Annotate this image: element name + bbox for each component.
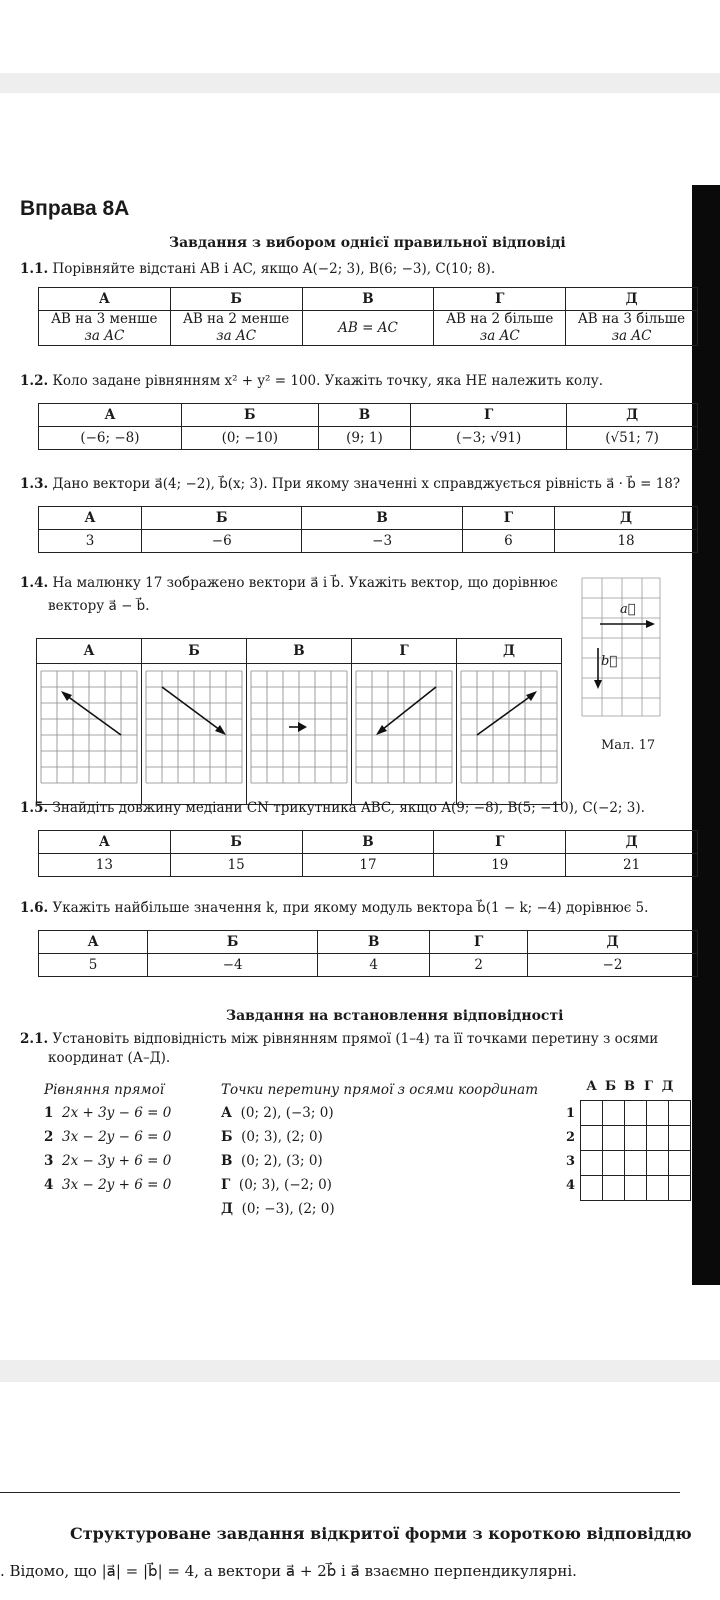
answer-table-1-5 (38, 830, 698, 877)
answer-cell: 13 (39, 854, 171, 877)
q-text: Установіть відповідність між рівнянням прямої (1–4) та її точками перетину з осями (52, 1031, 659, 1047)
figure-caption: Мал. 17 (601, 738, 656, 753)
matching-answer-grid (580, 1100, 691, 1201)
match-cell[interactable] (647, 1101, 669, 1126)
figure-17 (580, 576, 662, 718)
col-header: В (318, 931, 430, 954)
points-item: Г (0; 3), (−2; 0) (221, 1177, 332, 1193)
q-num: 1.3. (20, 476, 49, 492)
col-header: Д (457, 639, 562, 664)
answer-cell: 5 (39, 954, 148, 977)
col-header: Б (170, 831, 302, 854)
question-1-4-line2: вектору a⃗ − b⃗. (48, 598, 150, 614)
answer-cell: 21 (566, 854, 698, 877)
col-header: Б (181, 404, 318, 427)
col-header: Г (434, 288, 566, 311)
points-item: В (0; 2), (3; 0) (221, 1153, 323, 1169)
match-cell[interactable] (603, 1176, 625, 1201)
col-header: Б (142, 507, 302, 530)
answer-cell: (−3; √91) (411, 427, 567, 450)
grid-arrow-b (144, 667, 244, 797)
col-header: В (302, 507, 462, 530)
vector-option-a (37, 664, 142, 805)
q-text: Порівняйте відстані AB і AC, якщо A(−2; 3), B(6; −3), C(10; 8). (52, 261, 496, 277)
q-num: 1.6. (20, 900, 49, 916)
col-header: Б (148, 931, 318, 954)
q-text: На малюнку 17 зображено вектори a⃗ і b⃗. Укажіть вектор, що дорівнює (52, 575, 558, 591)
question-1-6 (20, 900, 648, 916)
answer-cell: 3 (39, 530, 142, 553)
match-cell[interactable] (669, 1176, 691, 1201)
match-cell[interactable] (603, 1151, 625, 1176)
col-header: А (39, 831, 171, 854)
match-cell[interactable] (647, 1176, 669, 1201)
question-1-1 (20, 261, 495, 277)
col-header: Г (434, 831, 566, 854)
points-title: Точки перетину прямої з осями координат (221, 1082, 539, 1098)
col-header: Д (566, 288, 698, 311)
answer-cell: AB на 2 більше за AC (434, 311, 566, 346)
figure-vec-a-label: a⃗ (620, 602, 636, 617)
section-title-matching: Завдання на встановлення відповідності (226, 1008, 564, 1024)
match-cell[interactable] (625, 1176, 647, 1201)
equation-item: 1 2x + 3y − 6 = 0 (44, 1105, 172, 1121)
answer-cell: 2 (430, 954, 528, 977)
col-header: Г (430, 931, 528, 954)
col-header: А (39, 288, 171, 311)
col-header: В (318, 404, 411, 427)
question-1-2 (20, 373, 603, 389)
answer-cell: −6 (142, 530, 302, 553)
answer-cell: 18 (555, 530, 698, 553)
answer-cell: −4 (148, 954, 318, 977)
match-cell[interactable] (581, 1151, 603, 1176)
answer-cell: (9; 1) (318, 427, 411, 450)
top-gray-band (0, 73, 720, 93)
col-header: В (302, 288, 434, 311)
col-header: Д (567, 404, 698, 427)
answer-cell: −3 (302, 530, 462, 553)
col-header: Г (411, 404, 567, 427)
answer-cell: (−6; −8) (39, 427, 182, 450)
match-cell[interactable] (625, 1126, 647, 1151)
col-header: А (39, 931, 148, 954)
answer-cell: AB = AC (302, 311, 434, 346)
col-header: А (39, 404, 182, 427)
col-header: Б (142, 639, 247, 664)
vector-options-table (36, 638, 562, 805)
match-cell[interactable] (669, 1126, 691, 1151)
match-cell[interactable] (669, 1101, 691, 1126)
answer-cell: 19 (434, 854, 566, 877)
equation-item: 2 3x − 2y − 6 = 0 (44, 1129, 172, 1145)
question-2-1 (20, 1031, 658, 1047)
col-header: Г (462, 507, 554, 530)
match-cell[interactable] (669, 1151, 691, 1176)
col-header: Д (566, 831, 698, 854)
vector-option-c (247, 664, 352, 805)
answer-cell: AB на 3 менше за AC (39, 311, 171, 346)
divider-line (0, 1492, 680, 1493)
match-cell[interactable] (581, 1126, 603, 1151)
section-title-choice: Завдання з вибором однієї правильної відповіді (169, 235, 566, 251)
match-cell[interactable] (581, 1176, 603, 1201)
points-item: Б (0; 3), (2; 0) (221, 1129, 323, 1145)
answer-cell: 17 (302, 854, 434, 877)
question-2-1-line2: координат (А–Д). (48, 1050, 171, 1066)
question-1-4 (20, 575, 558, 591)
grid-arrow-a (39, 667, 139, 797)
vector-option-d (352, 664, 457, 805)
bottom-gray-band (0, 1360, 720, 1382)
answer-table-1-1 (38, 287, 698, 346)
page-title: Вправа 8А (20, 197, 130, 220)
equations-title: Рівняння прямої (44, 1082, 165, 1098)
match-cell[interactable] (625, 1101, 647, 1126)
q-text: Коло задане рівнянням x² + y² = 100. Укажіть точку, яка НЕ належить колу. (52, 373, 603, 389)
match-col-labels: А Б В Г Д (586, 1079, 674, 1094)
vector-option-b (142, 664, 247, 805)
question-structured: . Відомо, що |a⃗| = |b⃗| = 4, а вектори a⃗ + 2b⃗ і a⃗ взаємно перпендикулярні. (0, 1562, 577, 1580)
answer-cell: (√51; 7) (567, 427, 698, 450)
match-cell[interactable] (603, 1126, 625, 1151)
page-edge-shadow (692, 185, 720, 1285)
answer-table-1-2 (38, 403, 698, 450)
equations-list (44, 1101, 171, 1197)
answer-cell: −2 (528, 954, 698, 977)
q-num: 2.1. (20, 1031, 49, 1047)
match-cell[interactable] (581, 1101, 603, 1126)
answer-cell: (0; −10) (181, 427, 318, 450)
q-num: 1.1. (20, 261, 49, 277)
match-cell[interactable] (647, 1151, 669, 1176)
col-header: Д (528, 931, 698, 954)
question-1-5 (20, 800, 645, 816)
answer-table-1-6 (38, 930, 698, 977)
match-cell[interactable] (603, 1101, 625, 1126)
answer-cell: 6 (462, 530, 554, 553)
q-text: Знайдіть довжину медіани CN трикутника ABC, якщо A(9; −8), B(5; −10), C(−2; 3). (52, 800, 645, 816)
section-title-structured: Структуроване завдання відкритої форми з короткою відповіддю (70, 1524, 692, 1543)
col-header: В (302, 831, 434, 854)
points-item: Д (0; −3), (2; 0) (221, 1201, 335, 1217)
points-list (221, 1101, 335, 1221)
col-header: В (247, 639, 352, 664)
grid-arrow-d (354, 667, 454, 797)
answer-cell: AB на 2 менше за AC (170, 311, 302, 346)
col-header: Б (170, 288, 302, 311)
match-cell[interactable] (647, 1126, 669, 1151)
match-row-labels: 1 2 3 4 (566, 1106, 576, 1193)
answer-cell: 15 (170, 854, 302, 877)
answer-cell: AB на 3 більше за AC (566, 311, 698, 346)
q-num: 1.2. (20, 373, 49, 389)
equation-item: 4 3x − 2y + 6 = 0 (44, 1177, 172, 1193)
q-num: 1.4. (20, 575, 49, 591)
equation-item: 3 2x − 3y + 6 = 0 (44, 1153, 172, 1169)
answer-cell: 4 (318, 954, 430, 977)
question-1-3 (20, 476, 680, 492)
points-item: А (0; 2), (−3; 0) (221, 1105, 334, 1121)
match-cell[interactable] (625, 1151, 647, 1176)
col-header: Д (555, 507, 698, 530)
answer-table-1-3 (38, 506, 698, 553)
col-header: Г (352, 639, 457, 664)
q-text: Укажіть найбільше значення k, при якому модуль вектора b⃗(1 − k; −4) дорівнює 5. (52, 900, 649, 916)
grid-arrow-c (249, 667, 349, 797)
grid-arrow-e (459, 667, 559, 797)
figure-vec-b-label: b⃗ (601, 654, 618, 669)
col-header: А (37, 639, 142, 664)
col-header: А (39, 507, 142, 530)
vector-option-e (457, 664, 562, 805)
q-num: 1.5. (20, 800, 49, 816)
q-text: Дано вектори a⃗(4; −2), b⃗(x; 3). При якому значенні x справджується рівність a⃗ · b⃗ = 18? (52, 476, 681, 492)
